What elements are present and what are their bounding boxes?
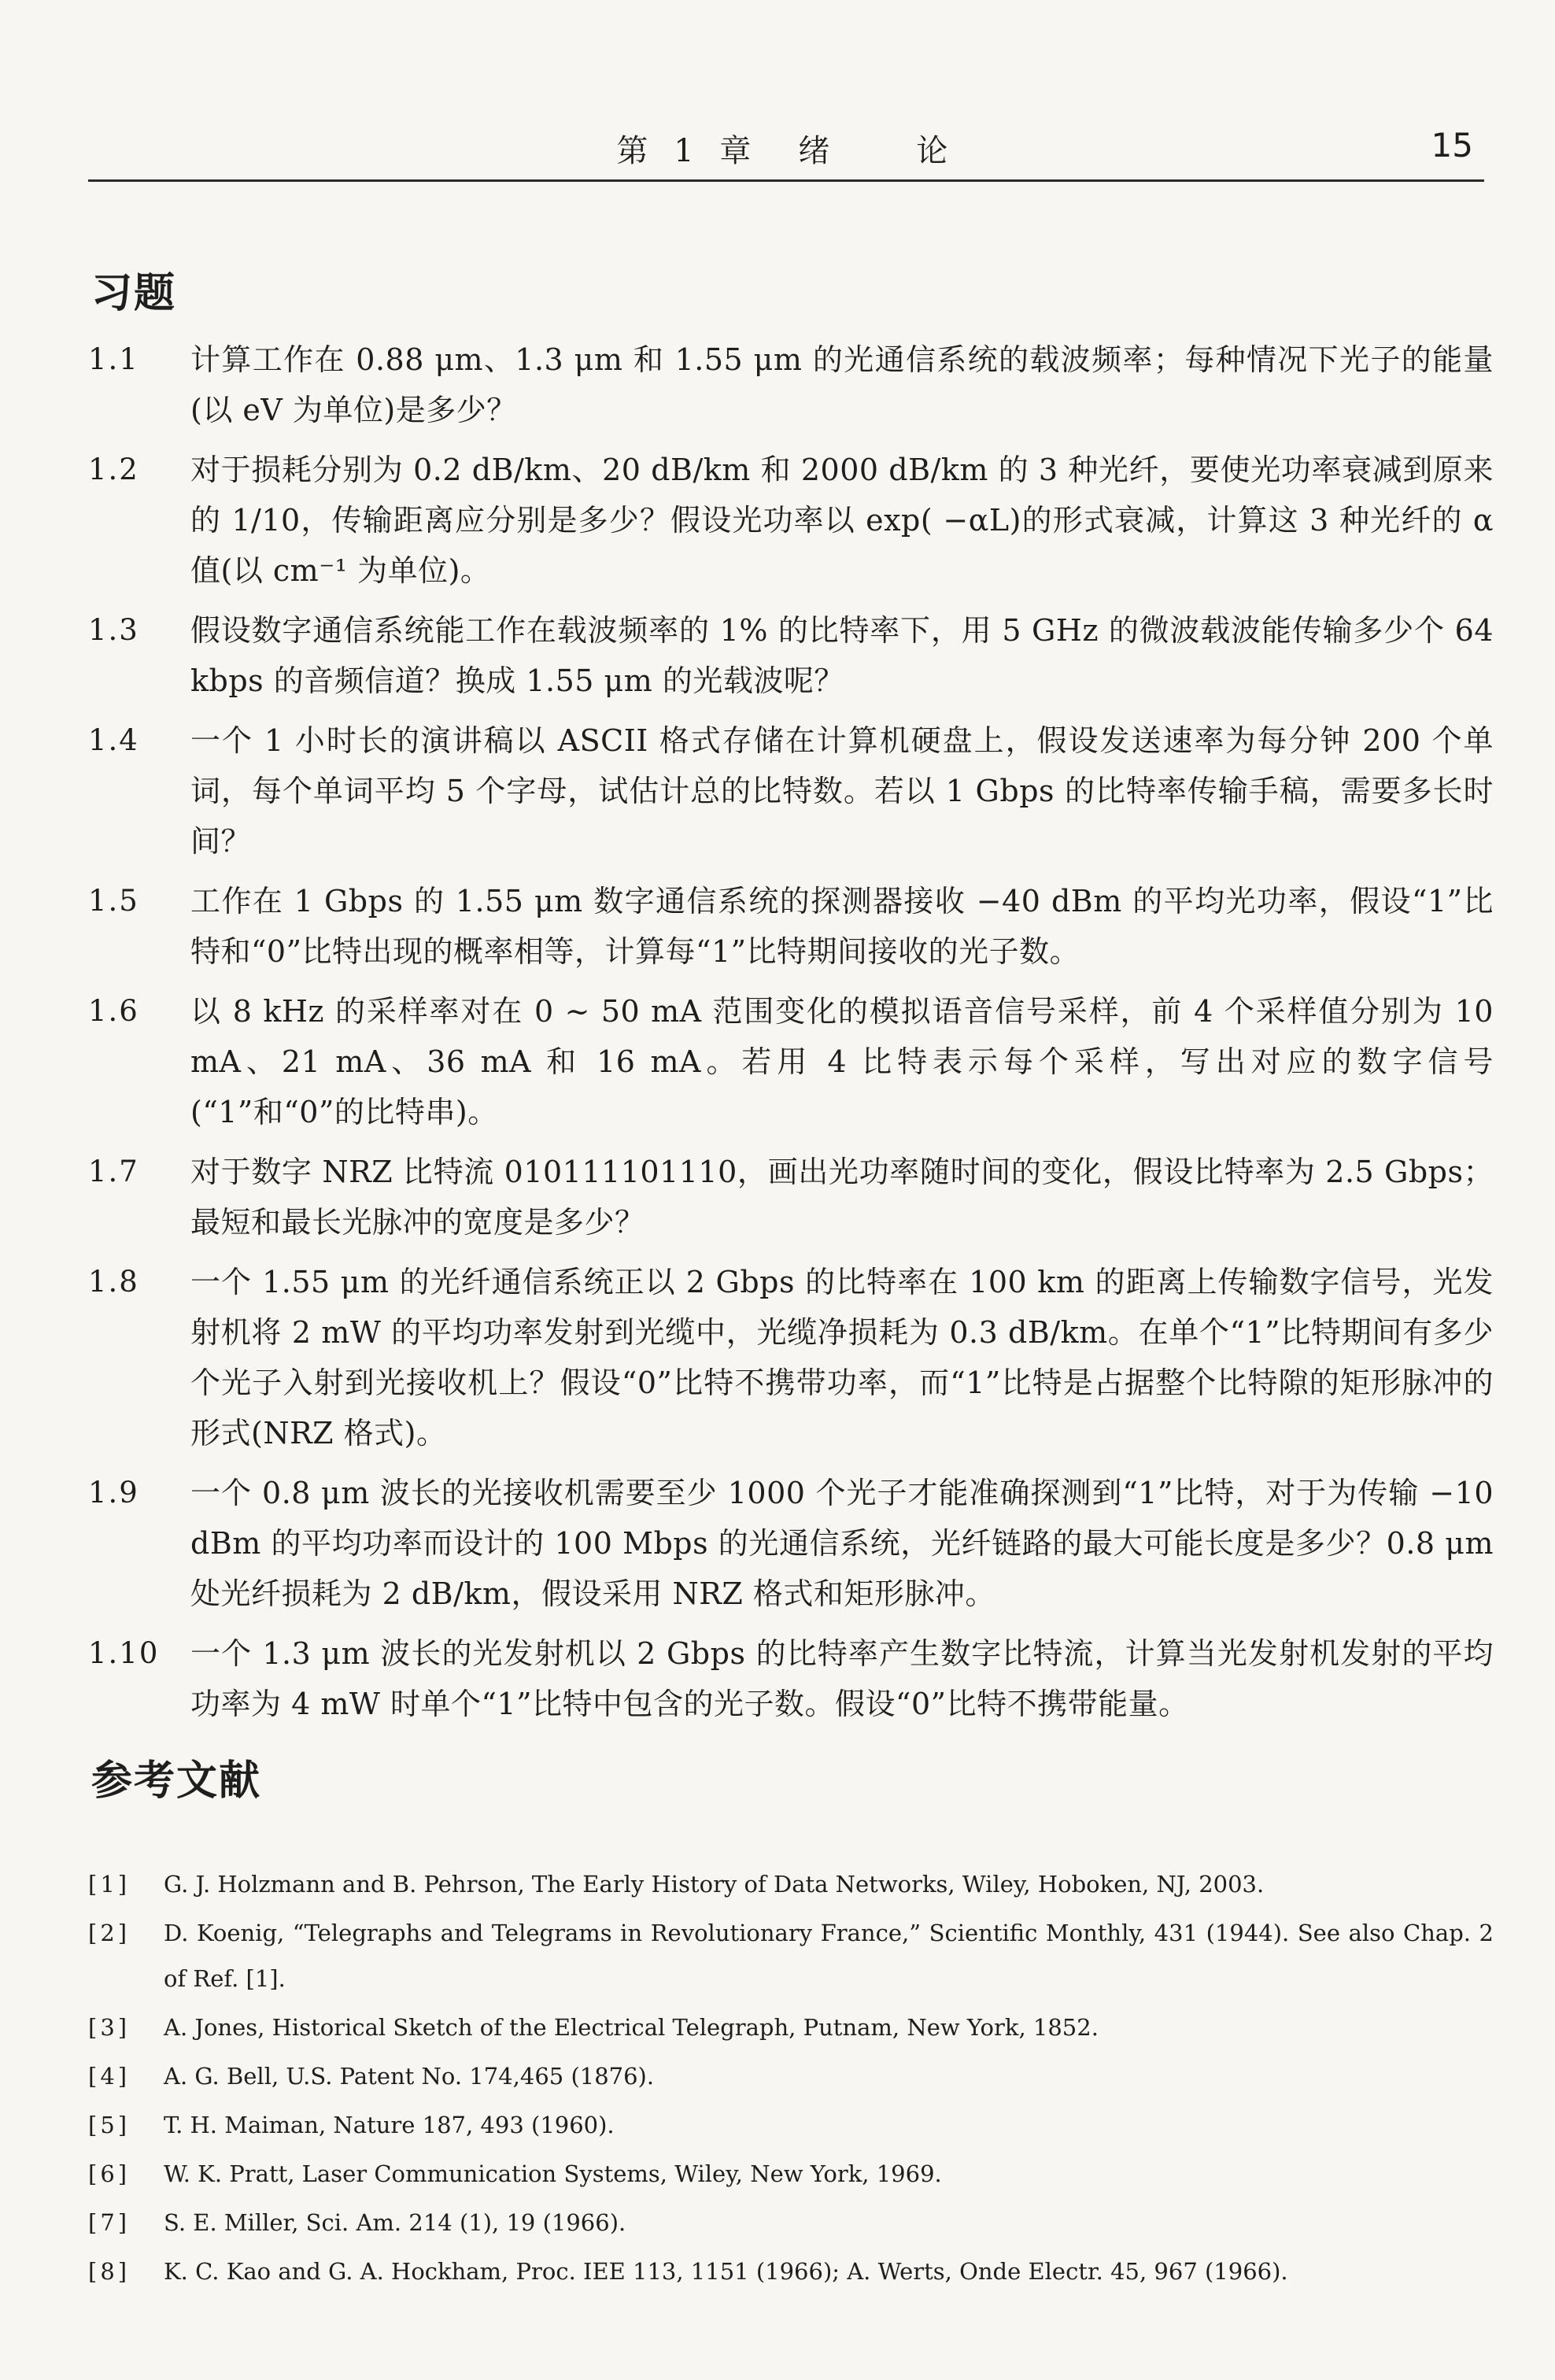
reference-item xyxy=(88,1861,1494,1907)
exercise-number: 1.10 xyxy=(88,1636,160,1670)
exercise-text: 一个 1.3 μm 波长的光发射机以 2 Gbps 的比特率产生数字比特流，计算当光发射机发射的平均功率为 4 mW 时单个“1”比特中包含的光子数。假设“0”比特不携带能量。 xyxy=(190,1636,1494,1721)
exercise-number: 1.7 xyxy=(88,1155,139,1188)
reference-item xyxy=(88,2053,1494,2099)
exercise-item xyxy=(88,445,1494,596)
exercise-number: 1.5 xyxy=(88,884,139,918)
exercise-number: 1.9 xyxy=(88,1476,139,1510)
exercise-list xyxy=(88,334,1494,1739)
reference-text: G. J. Holzmann and B. Pehrson, The Early History of Data Networks, Wiley, Hoboken, NJ, 2003. xyxy=(164,1871,1265,1898)
exercise-text: 工作在 1 Gbps 的 1.55 μm 数字通信系统的探测器接收 −40 dBm 的平均光功率，假设“1”比特和“0”比特出现的概率相等，计算每“1”比特期间接收的光子数。 xyxy=(190,884,1494,969)
exercise-text: 一个 1 小时长的演讲稿以 ASCII 格式存储在计算机硬盘上，假设发送速率为每分钟 200 个单词，每个单词平均 5 个字母，试估计总的比特数。若以 1 Gbps 的比特率传输手稿，需要多长时间？ xyxy=(190,723,1494,859)
exercise-text: 一个 0.8 μm 波长的光接收机需要至少 1000 个光子才能准确探测到“1”比特，对于为传输 −10 dBm 的平均功率而设计的 100 Mbps 的光通信系统，光纤链路的最大可能长度是多少？0.8 μm 处光纤损耗为 2 dB/km，假设采用 NRZ 格式和矩形脉冲。 xyxy=(190,1476,1494,1611)
exercise-item xyxy=(88,334,1494,435)
exercises-heading: 习题 xyxy=(91,270,177,317)
exercise-number: 1.4 xyxy=(88,723,139,757)
exercise-number: 1.6 xyxy=(88,994,139,1028)
exercise-number: 1.3 xyxy=(88,613,139,647)
references-heading: 参考文献 xyxy=(91,1757,262,1805)
reference-item xyxy=(88,2151,1494,2197)
reference-text: W. K. Pratt, Laser Communication Systems, Wiley, New York, 1969. xyxy=(164,2160,942,2187)
reference-text: A. Jones, Historical Sketch of the Electrical Telegraph, Putnam, New York, 1852. xyxy=(164,2014,1099,2041)
header-rule xyxy=(88,179,1484,182)
exercise-text: 一个 1.55 μm 的光纤通信系统正以 2 Gbps 的比特率在 100 km 的距离上传输数字信号，光发射机将 2 mW 的平均功率发射到光缆中，光缆净损耗为 0.3 dB/km。在单个“1”比特期间有多少个光子入射到光接收机上？假设“0”比特不携带功率，而“1”比特是占据整个比特隙的矩形脉冲的形式(NRZ 格式)。 xyxy=(190,1265,1494,1451)
reference-text: K. C. Kao and G. A. Hockham, Proc. IEE 113, 1151 (1966); A. Werts, Onde Electr. 45, 967 (1966). xyxy=(164,2258,1288,2285)
reference-label: [1] xyxy=(88,1871,131,1898)
exercise-item xyxy=(88,605,1494,706)
reference-label: [8] xyxy=(88,2258,131,2285)
reference-label: [3] xyxy=(88,2014,131,2041)
page-number: 15 xyxy=(1431,126,1473,164)
reference-item xyxy=(88,2005,1494,2050)
exercise-text: 假设数字通信系统能工作在载波频率的 1% 的比特率下，用 5 GHz 的微波载波能传输多少个 64 kbps 的音频信道？换成 1.55 μm 的光载波呢？ xyxy=(190,613,1494,698)
reference-text: T. H. Maiman, Nature 187, 493 (1960). xyxy=(164,2112,615,2138)
exercise-number: 1.1 xyxy=(88,342,139,376)
exercise-item xyxy=(88,715,1494,867)
reference-label: [5] xyxy=(88,2112,131,2138)
reference-item xyxy=(88,1910,1494,2001)
exercise-item xyxy=(88,1257,1494,1458)
reference-text: A. G. Bell, U.S. Patent No. 174,465 (1876). xyxy=(164,2063,655,2090)
running-header xyxy=(88,126,1484,181)
reference-list xyxy=(88,1861,1494,2297)
reference-text: S. E. Miller, Sci. Am. 214 (1), 19 (1966). xyxy=(164,2209,626,2236)
reference-label: [6] xyxy=(88,2160,131,2187)
exercise-text: 计算工作在 0.88 μm、1.3 μm 和 1.55 μm 的光通信系统的载波频率；每种情况下光子的能量(以 eV 为单位)是多少？ xyxy=(190,342,1494,427)
reference-label: [4] xyxy=(88,2063,131,2090)
exercise-number: 1.2 xyxy=(88,453,139,486)
exercise-number: 1.8 xyxy=(88,1265,139,1299)
reference-item xyxy=(88,2200,1494,2245)
exercise-text: 对于损耗分别为 0.2 dB/km、20 dB/km 和 2000 dB/km 的 3 种光纤，要使光功率衰减到原来的 1/10，传输距离应分别是多少？假设光功率以 exp( −αL)的形式衰减，计算这 3 种光纤的 α 值(以 cm⁻¹ 为单位)。 xyxy=(190,453,1494,588)
exercise-text: 以 8 kHz 的采样率对在 0 ~ 50 mA 范围变化的模拟语音信号采样，前 4 个采样值分别为 10 mA、21 mA、36 mA 和 16 mA。若用 4 比特表示每个采样，写出对应的数字信号(“1”和“0”的比特串)。 xyxy=(190,994,1494,1129)
reference-item xyxy=(88,2249,1494,2294)
reference-label: [2] xyxy=(88,1920,131,1946)
exercise-text: 对于数字 NRZ 比特流 010111101110，画出光功率随时间的变化，假设比特率为 2.5 Gbps；最短和最长光脉冲的宽度是多少？ xyxy=(190,1155,1494,1240)
exercise-item xyxy=(88,876,1494,977)
exercise-item xyxy=(88,1147,1494,1247)
reference-item xyxy=(88,2102,1494,2148)
exercise-item xyxy=(88,986,1494,1137)
chapter-title: 第 1 章 绪 论 xyxy=(616,133,956,169)
reference-text: D. Koenig, “Telegraphs and Telegrams in Revolutionary France,” Scientific Monthly, 431 (1944). See also Chap. 2 of Ref. [1]. xyxy=(164,1920,1494,1992)
exercise-item xyxy=(88,1468,1494,1619)
exercise-item xyxy=(88,1628,1494,1729)
reference-label: [7] xyxy=(88,2209,131,2236)
